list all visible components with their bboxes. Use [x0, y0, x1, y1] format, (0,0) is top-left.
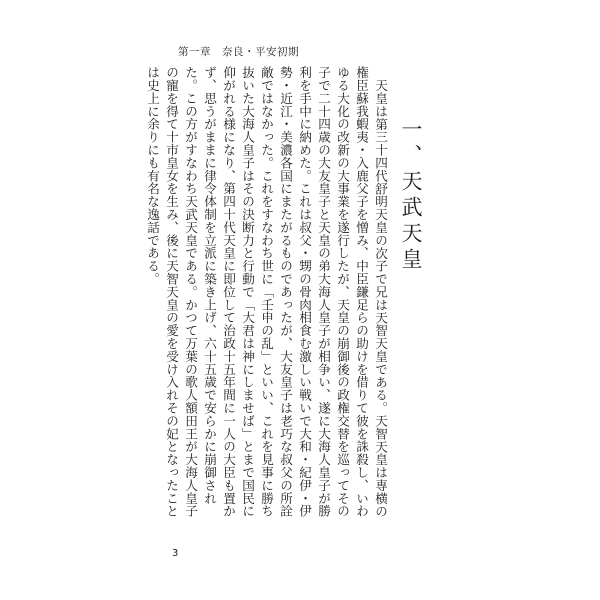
- section-title: 一、天武天皇: [399, 118, 423, 274]
- body-paragraph: 天皇は第三十四代舒明天皇の次子で兄は天智天皇である。天智天皇は専横の権臣蘇我蝦夷・入鹿父子を憎み、中臣鎌足らの助けを借りて彼を誅殺し、いわゆる大化の改新の大事業を遂行したが、天皇の崩御後の政権交替を巡ってその子で二十四歳の大友皇子と天皇の弟大海人皇子が相争い、遂に大海人皇子が勝利を手中に納めた。これは叔父・甥の骨肉相食む激しい戦いで大和・紀伊・伊勢・近江・美濃各国にまたがるものであったが、大友皇子は老巧な叔父の所詮敵ではなかった。これをすなわち世に「壬申の乱」といい、これを見事に勝ち抜いた大海人皇子はその決断力と行動で「大君は神にしませば」とまで国民に仰がれる様になり、第四十代天皇に即位して治政十五年間に一人の大臣も置かず、思うがままに律令体制を立派に築き上げ、六十五歳で安らかに崩御された。この方がすなわち天武天皇である。かつて万葉の歌人額田王が大海人皇子の寵を得て十市皇女を生み、後に天智天皇の愛を受け入れその妃となったことは史上に余りにも有名な逸話である。: [145, 66, 388, 518]
- body-text-block: [145, 66, 390, 521]
- page-number: 3: [172, 548, 179, 559]
- running-head: 第一章 奈良・平安初期: [178, 46, 299, 58]
